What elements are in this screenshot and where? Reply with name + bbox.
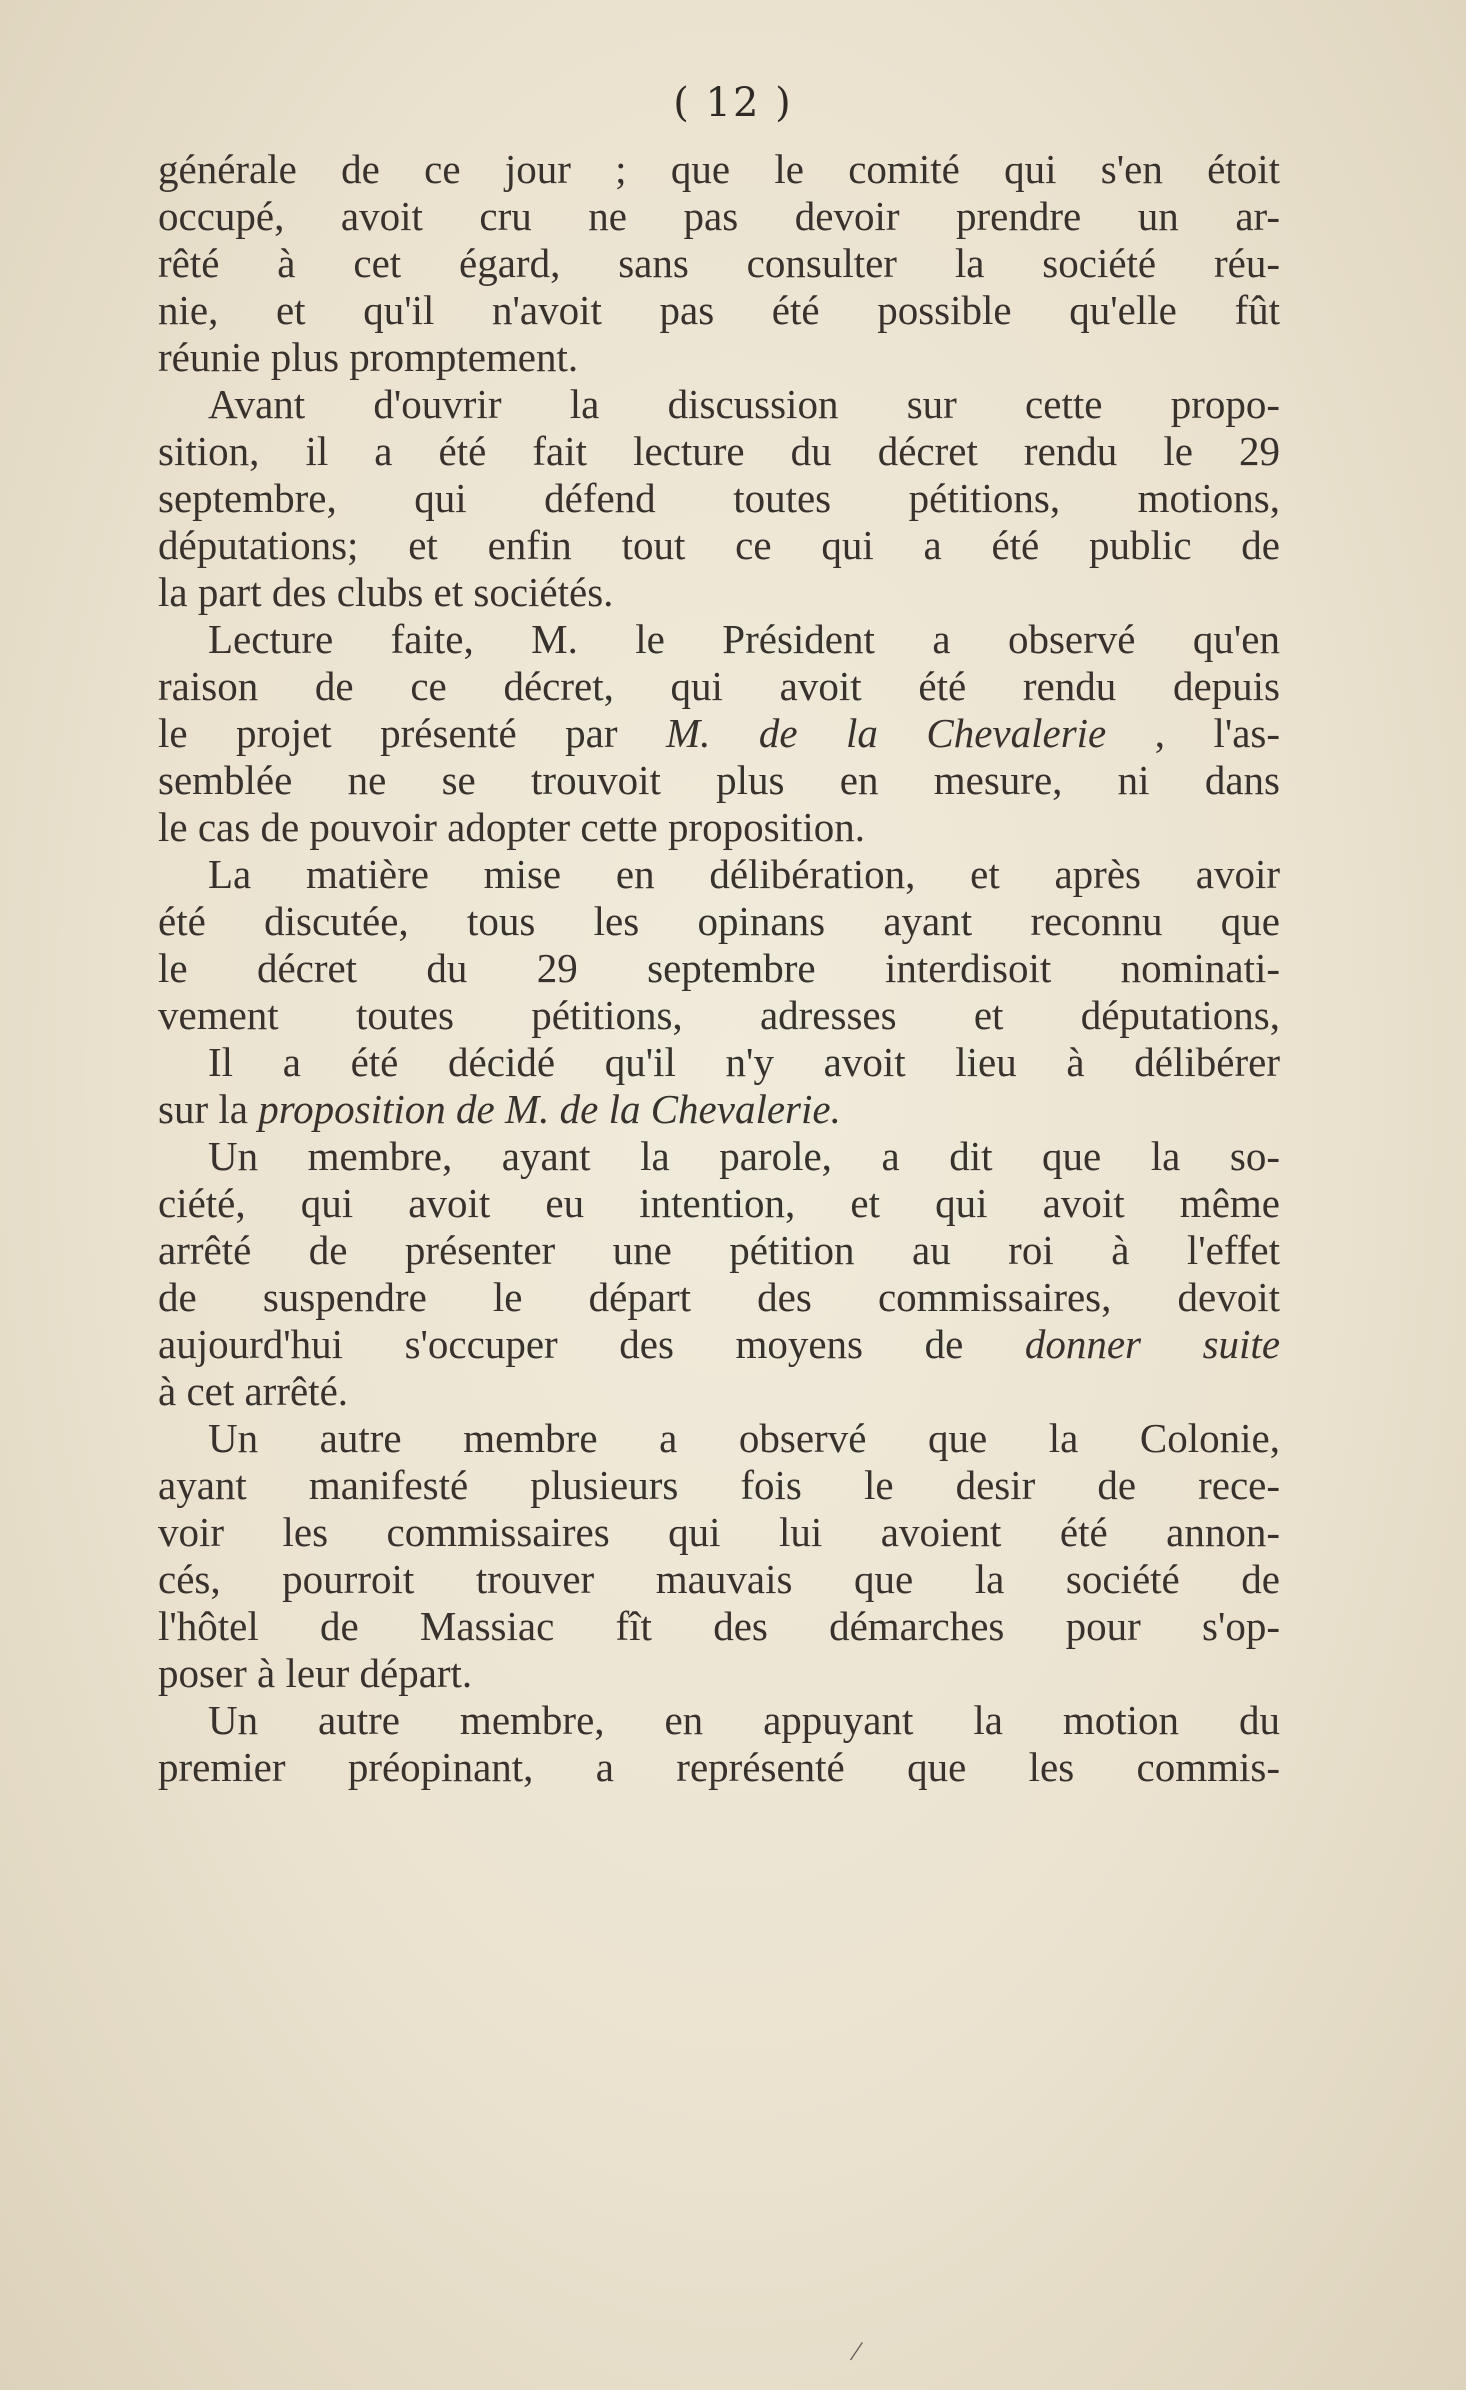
text-line: vement toutes pétitions, adresses et députations,	[158, 992, 1280, 1038]
text-line: Un autre membre a observé que la Colonie,	[208, 1415, 1280, 1461]
text-line: premier préopinant, a représenté que les commis-	[158, 1744, 1280, 1790]
text-segment: aujourd'hui s'occuper des moyens de	[158, 1321, 964, 1367]
text-line: à cet arrêté.	[158, 1368, 349, 1414]
text-line	[158, 1086, 1280, 1133]
text-line: députations; et enfin tout ce qui a été public de	[158, 522, 1280, 568]
text-line: été discutée, tous les opinans ayant reconnu que	[158, 898, 1280, 944]
text-line: Avant d'ouvrir la discussion sur cette propo-	[208, 381, 1280, 427]
text-line: la part des clubs et sociétés.	[158, 569, 614, 615]
text-line: Un membre, ayant la parole, a dit que la so-	[208, 1133, 1280, 1179]
page-number: ( 12 )	[673, 80, 793, 126]
text-line: l'hôtel de Massiac fît des démarches pour s'op-	[158, 1603, 1280, 1649]
text-segment: , l'as-	[1154, 710, 1281, 756]
text-segment: le projet présenté par	[158, 710, 618, 756]
text-line: ciété, qui avoit eu intention, et qui avoit même	[158, 1180, 1280, 1226]
text-line: le décret du 29 septembre interdisoit nominati-	[158, 945, 1280, 991]
text-line: occupé, avoit cru ne pas devoir prendre un ar-	[158, 193, 1280, 239]
body-text	[158, 146, 1280, 1791]
italic-name: M. de la Chevalerie	[666, 710, 1107, 756]
text-line: rêté à cet égard, sans consulter la société réu-	[158, 240, 1280, 286]
italic-phrase: donner suite	[1024, 1321, 1281, 1367]
text-line: cés, pourroit trouver mauvais que la société de	[158, 1556, 1280, 1602]
stray-pen-mark: /	[848, 2334, 865, 2369]
text-line: réunie plus promptement.	[158, 334, 579, 380]
text-line: semblée ne se trouvoit plus en mesure, ni dans	[158, 757, 1280, 803]
text-line: raison de ce décret, qui avoit été rendu depuis	[158, 663, 1280, 709]
text-line: La matière mise en délibération, et après avoir	[208, 851, 1280, 897]
text-line: poser à leur départ.	[158, 1650, 473, 1696]
text-line: le cas de pouvoir adopter cette proposition.	[158, 804, 866, 850]
text-line: sition, il a été fait lecture du décret rendu le 29	[158, 428, 1280, 474]
text-line: septembre, qui défend toutes pétitions, motions,	[158, 475, 1280, 521]
text-line: arrêté de présenter une pétition au roi à l'effet	[158, 1227, 1280, 1273]
text-line: générale de ce jour ; que le comité qui s'en étoit	[158, 146, 1280, 192]
text-line: voir les commissaires qui lui avoient été annon-	[158, 1509, 1280, 1555]
text-line: Il a été décidé qu'il n'y avoit lieu à délibérer	[208, 1039, 1280, 1085]
text-line: nie, et qu'il n'avoit pas été possible qu'elle fût	[158, 287, 1280, 333]
text-line	[158, 1321, 1280, 1368]
text-line: Lecture faite, M. le Président a observé qu'en	[208, 616, 1280, 662]
text-line	[158, 710, 1280, 757]
text-line: ayant manifesté plusieurs fois le desir de rece-	[158, 1462, 1280, 1508]
text-line: Un autre membre, en appuyant la motion du	[208, 1697, 1280, 1743]
text-segment: sur la	[158, 1086, 248, 1132]
text-line: de suspendre le départ des commissaires, devoit	[158, 1274, 1280, 1320]
italic-phrase: proposition de M. de la Chevalerie.	[258, 1086, 841, 1132]
